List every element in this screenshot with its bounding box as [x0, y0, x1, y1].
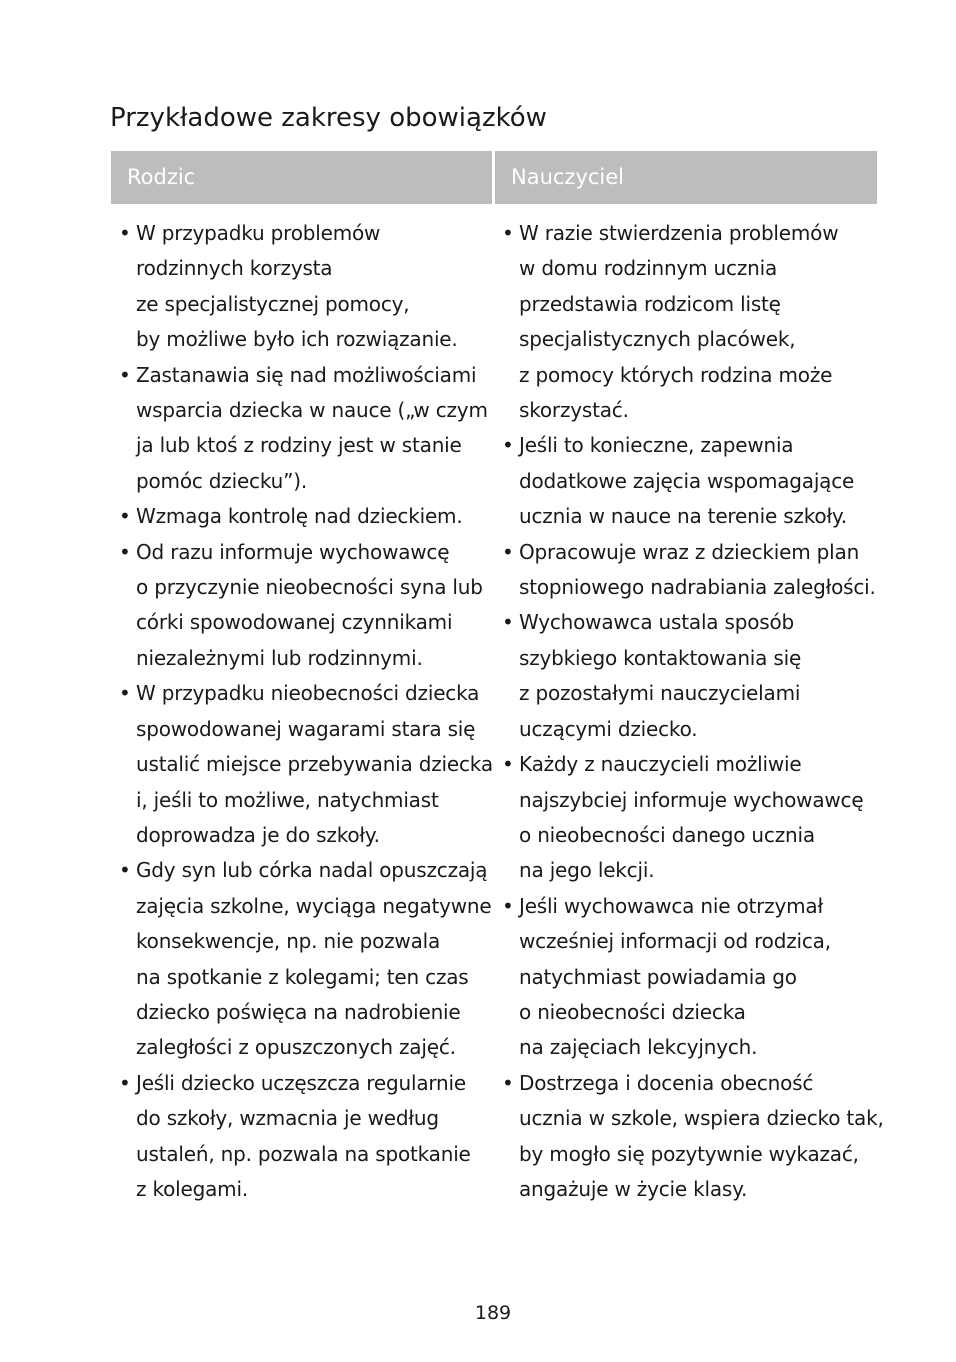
- list-item-line: angażuje w życie klasy.: [519, 1176, 748, 1201]
- list-item: [111, 358, 494, 500]
- list-item-line: • W przypadku problemów: [136, 221, 381, 245]
- list-item-line: skorzystać.: [519, 398, 629, 423]
- list-item-line: o nieobecności danego ucznia: [519, 822, 815, 847]
- teacher-duties-list: [494, 216, 884, 1207]
- list-item-line: dziecko poświęca na nadrobienie: [136, 999, 461, 1024]
- list-item-line: ze specjalistycznej pomocy,: [136, 291, 410, 316]
- list-item-line: ustalić miejsce przebywania dziecka: [136, 752, 493, 777]
- list-item-line: rodzinnych korzysta: [136, 256, 333, 281]
- list-item-line: • Gdy syn lub córka nadal opuszczają: [136, 858, 488, 883]
- list-item-line: dodatkowe zajęcia wspomagające: [519, 468, 855, 493]
- list-item-line: szybkiego kontaktowania się: [519, 645, 802, 670]
- list-item: [111, 216, 494, 358]
- list-item-line: stopniowego nadrabiania zaległości.: [519, 575, 876, 600]
- list-item-line: ucznia w nauce na terenie szkoły.: [519, 504, 847, 529]
- list-item: [111, 853, 494, 1065]
- list-item-line: • Opracowuje wraz z dzieckiem plan: [519, 539, 860, 564]
- list-item-line: by możliwe było ich rozwiązanie.: [136, 327, 458, 352]
- list-item: [111, 535, 494, 677]
- list-item-line: • Zastanawia się nad możliwościami: [136, 362, 477, 387]
- table-header-row: [111, 151, 877, 204]
- list-item: [111, 1066, 494, 1208]
- list-item-line: na spotkanie z kolegami; ten czas: [136, 964, 469, 989]
- list-item-line: niezależnymi lub rodzinnymi.: [136, 645, 423, 670]
- header-teacher: Nauczyciel: [495, 151, 877, 204]
- list-item-line: ja lub ktoś z rodziny jest w stanie: [136, 433, 462, 458]
- list-item-line: córki spowodowanej czynnikami: [136, 610, 453, 635]
- list-item-line: by mogło się pozytywnie wykazać,: [519, 1141, 859, 1166]
- parent-duties-list: [111, 216, 494, 1207]
- list-item-line: natychmiast powiadamia go: [519, 964, 797, 989]
- list-item-line: • Wzmaga kontrolę nad dzieckiem.: [136, 504, 463, 529]
- list-item-line: • Jeśli dziecko uczęszcza regularnie: [136, 1070, 466, 1095]
- list-item-line: i, jeśli to możliwe, natychmiast: [136, 787, 439, 812]
- header-parent: Rodzic: [111, 151, 492, 204]
- list-item-line: • Jeśli to konieczne, zapewnia: [519, 433, 794, 458]
- list-item-line: wcześniej informacji od rodzica,: [519, 929, 831, 954]
- list-item-line: na zajęciach lekcyjnych.: [519, 1035, 758, 1060]
- list-item: [111, 499, 494, 534]
- list-item-line: • Jeśli wychowawca nie otrzymał: [519, 893, 823, 918]
- list-item: [494, 535, 877, 606]
- list-item-line: ucznia w szkole, wspiera dziecko tak,: [519, 1106, 884, 1131]
- list-item: [111, 676, 494, 853]
- list-item: [494, 889, 877, 1066]
- list-item-line: ustaleń, np. pozwala na spotkanie: [136, 1141, 471, 1166]
- list-item-line: na jego lekcji.: [519, 858, 655, 883]
- duties-table: [111, 151, 884, 1207]
- list-item-line: doprowadza je do szkoły.: [136, 822, 380, 847]
- list-item-line: • Każdy z nauczycieli możliwie: [519, 752, 802, 777]
- list-item-line: o nieobecności dziecka: [519, 999, 746, 1024]
- list-item-line: o przyczynie nieobecności syna lub: [136, 575, 483, 600]
- list-item-line: • W razie stwierdzenia problemów: [519, 221, 839, 245]
- list-item-line: wsparcia dziecka w nauce („w czym: [136, 398, 488, 423]
- list-item: [494, 216, 877, 428]
- list-item: [494, 747, 877, 889]
- list-item-line: • Wychowawca ustala sposób: [519, 610, 795, 635]
- list-item: [494, 428, 877, 534]
- list-item-line: specjalistycznych placówek,: [519, 327, 796, 352]
- list-item-line: • Od razu informuje wychowawcę: [136, 539, 450, 564]
- table-body-row: [111, 216, 884, 1207]
- list-item-line: w domu rodzinnym ucznia: [519, 256, 778, 281]
- list-item-line: • Dostrzega i docenia obecność: [519, 1070, 814, 1095]
- list-item-line: uczącymi dziecko.: [519, 716, 698, 741]
- list-item-line: najszybciej informuje wychowawcę: [519, 787, 864, 812]
- list-item-line: do szkoły, wzmacnia je według: [136, 1106, 439, 1131]
- teacher-column: [494, 216, 884, 1207]
- list-item: [494, 1066, 884, 1208]
- list-item-line: • W przypadku nieobecności dziecka: [136, 681, 480, 706]
- list-item-line: z pozostałymi nauczycielami: [519, 681, 801, 706]
- page-title: Przykładowe zakresy obowiązków: [110, 103, 547, 133]
- list-item-line: z pomocy których rodzina może: [519, 362, 833, 387]
- parent-column: [111, 216, 494, 1207]
- list-item-line: zaległości z opuszczonych zajęć.: [136, 1035, 456, 1060]
- list-item-line: spowodowanej wagarami stara się: [136, 716, 476, 741]
- list-item-line: zajęcia szkolne, wyciąga negatywne: [136, 893, 492, 918]
- list-item-line: pomóc dziecku”).: [136, 468, 308, 493]
- page-number: 189: [474, 1302, 512, 1324]
- list-item-line: z kolegami.: [136, 1176, 248, 1201]
- list-item-line: konsekwencje, np. nie pozwala: [136, 929, 441, 954]
- list-item: [494, 605, 877, 747]
- list-item-line: przedstawia rodzicom listę: [519, 291, 781, 316]
